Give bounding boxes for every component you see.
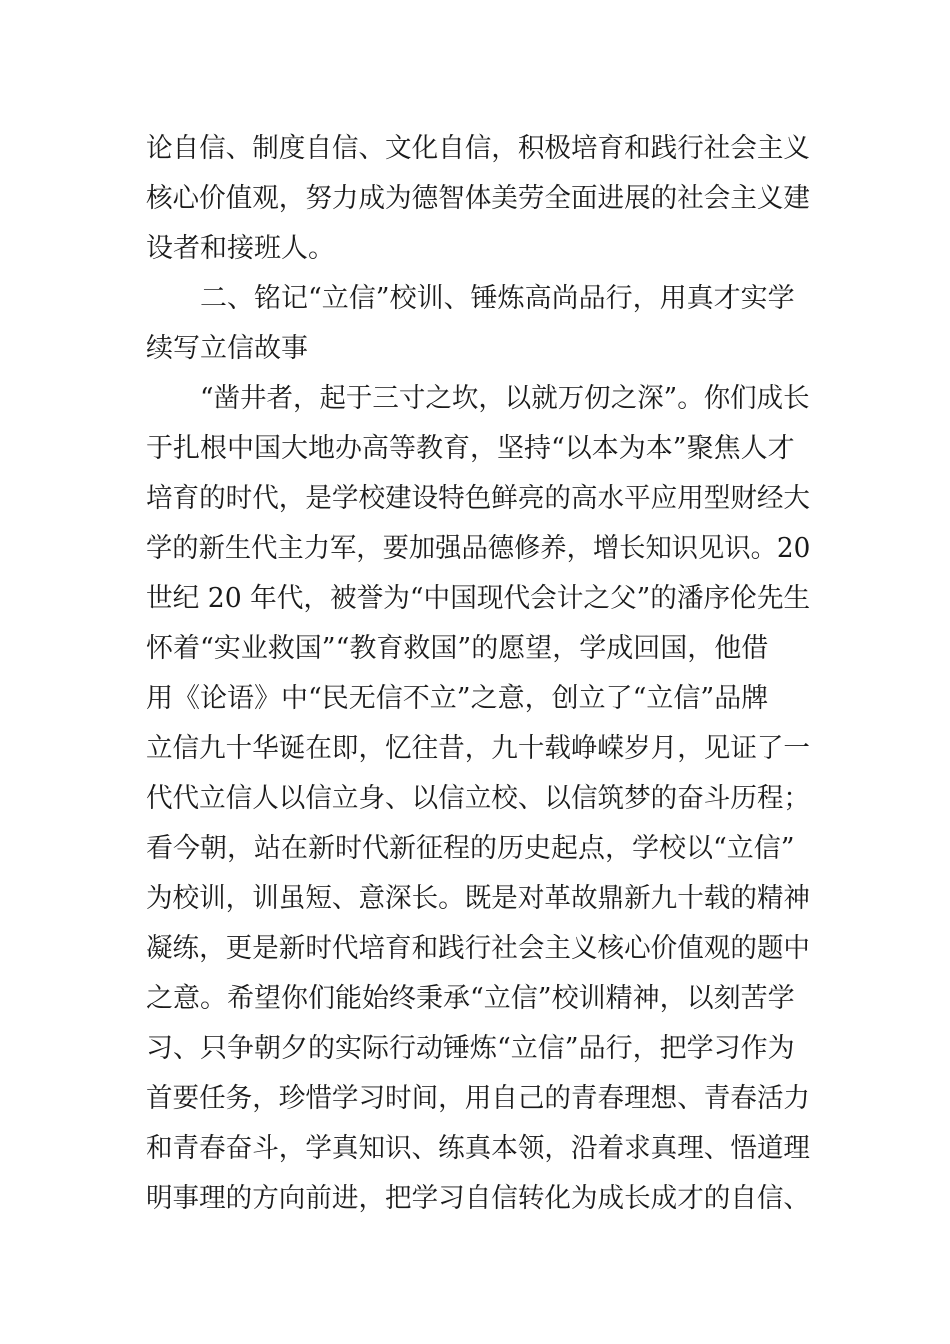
text-line: 之意。希望你们能始终秉承“立信”校训精神，以刻苦学 <box>146 983 795 1014</box>
text-line: 怀着“实业救国”“教育救国”的愿望，学成回国，他借 <box>146 633 769 664</box>
text-line: 世纪 20 年代，被誉为“中国现代会计之父”的潘序伦先生 <box>146 583 811 614</box>
text-line: 核心价值观，努力成为德智体美劳全面进展的社会主义建 <box>146 183 810 214</box>
text-line: 立信九十华诞在即，忆往昔，九十载峥嵘岁月，见证了一 <box>146 733 810 764</box>
text-line: 看今朝，站在新时代新征程的历史起点，学校以“立信” <box>146 833 795 864</box>
text-line: 和青春奋斗，学真知识、练真本领，沿着求真理、悟道理 <box>146 1133 810 1164</box>
text-line: 设者和接班人。 <box>146 233 335 264</box>
text-line: 为校训，训虽短、意深长。既是对革故鼎新九十载的精神 <box>146 883 810 914</box>
text-line: 明事理的方向前进，把学习自信转化为成长成才的自信、 <box>146 1183 810 1214</box>
text-line: 于扎根中国大地办高等教育，坚持“以本为本”聚焦人才 <box>146 433 795 464</box>
text-line: “凿井者，起于三寸之坎，以就万仞之深”。你们成长 <box>200 383 810 414</box>
text-line: 用《论语》中“民无信不立”之意，创立了“立信”品牌 <box>146 683 769 714</box>
text-line: 凝练，更是新时代培育和践行社会主义核心价值观的题中 <box>146 933 810 964</box>
section-heading-line: 二、铭记“立信”校训、锤炼高尚品行，用真才实学 <box>200 283 795 314</box>
text-line: 培育的时代，是学校建设特色鲜亮的高水平应用型财经大 <box>146 483 810 514</box>
text-line: 习、只争朝夕的实际行动锤炼“立信”品行，把学习作为 <box>146 1033 795 1064</box>
text-line: 代代立信人以信立身、以信立校、以信筑梦的奋斗历程； <box>146 783 810 814</box>
text-line: 首要任务，珍惜学习时间，用自己的青春理想、青春活力 <box>146 1083 810 1114</box>
section-heading-line: 续写立信故事 <box>146 333 308 364</box>
text-line: 论自信、制度自信、文化自信，积极培育和践行社会主义 <box>146 133 810 164</box>
text-line: 学的新生代主力军，要加强品德修养，增长知识见识。20 <box>146 533 811 564</box>
